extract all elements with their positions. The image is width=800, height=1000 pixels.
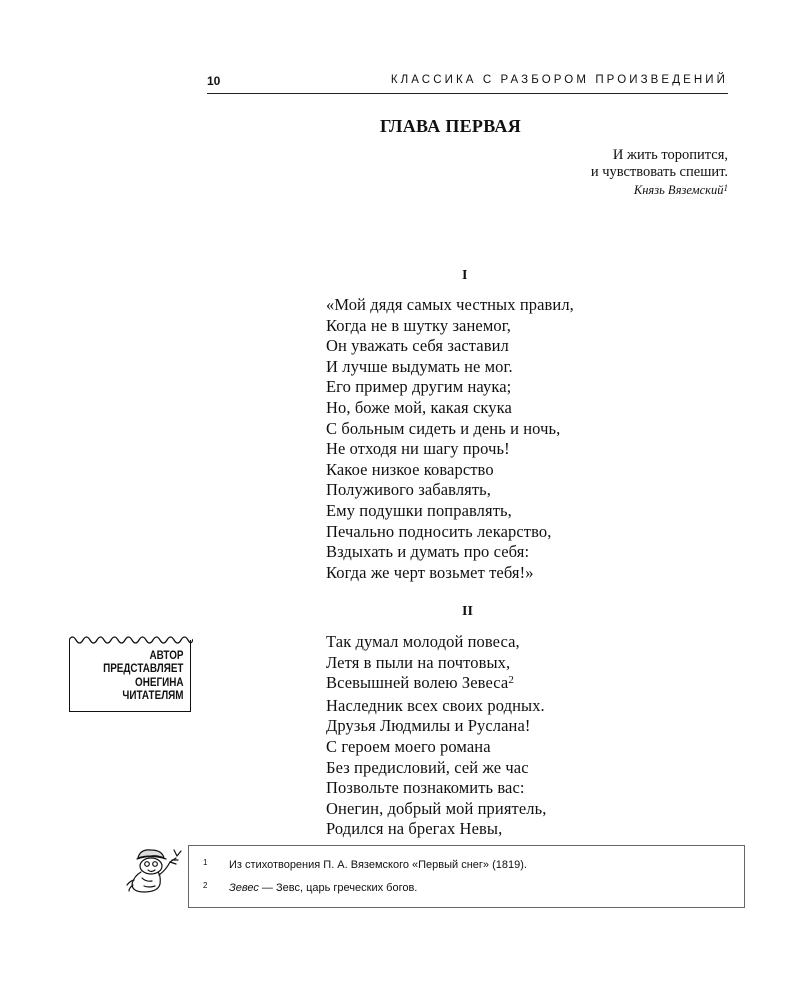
footnote-mark: 1: [203, 858, 208, 867]
verse-line: Без предисловий, сей же час: [326, 757, 529, 777]
verse-line: Родился на брегах Невы,: [326, 819, 503, 839]
verse-line: Но, боже мой, какая скука: [326, 397, 512, 417]
stanza: [326, 632, 546, 840]
footnote-mark: 2: [203, 881, 208, 890]
torn-edge-decoration: [69, 634, 193, 644]
stanza: [326, 295, 574, 583]
verse-line: Его пример другим наука;: [326, 377, 512, 397]
verse-line: Он уважать себя заставил: [326, 336, 509, 356]
margin-note-line: ПРЕДСТАВЛЯЕТ: [102, 663, 183, 676]
footnote-item: [203, 881, 417, 894]
verse-line: Полуживого забавлять,: [326, 480, 492, 500]
verse-line: Когда не в шутку занемог,: [326, 315, 511, 335]
footnote-term: Зевес: [229, 882, 259, 894]
verse-line: Летя в пыли на почтовых,: [326, 652, 511, 672]
verse-line: Вздыхать и думать про себя:: [326, 542, 530, 562]
verse-line: Позвольте познакомить вас:: [326, 778, 525, 798]
verse-line: И лучше выдумать не мог.: [326, 356, 513, 376]
running-header: [207, 74, 728, 94]
verse-line: Друзья Людмилы и Руслана!: [326, 716, 531, 736]
book-series-title: КЛАССИКА С РАЗБОРОМ ПРОИЗВЕДЕНИЙ: [390, 74, 728, 86]
verse-line: Не отходя ни шагу прочь!: [326, 439, 510, 459]
epigraph-author-name: Князь Вяземский: [633, 183, 724, 197]
footnote-ref: 2: [508, 674, 514, 687]
mascot-illustration: [124, 844, 184, 896]
verse-line: С больным сидеть и день и ночь,: [326, 418, 561, 438]
page-number: 10: [207, 74, 221, 88]
verse-line: С героем моего романа: [326, 736, 491, 756]
verse-line: Так думал молодой повеса,: [326, 632, 520, 651]
verse-line-text: Всевышней волею Зевеса: [326, 673, 509, 693]
verse-line: Онегин, добрый мой приятель,: [326, 798, 547, 818]
verse-line: Наследник всех своих родных.: [326, 695, 545, 715]
margin-note: [69, 640, 191, 712]
epigraph-line: и чувствовать спешит.: [590, 164, 728, 180]
footnote-ref: 1: [723, 183, 728, 193]
chapter-title: ГЛАВА ПЕРВАЯ: [380, 116, 521, 136]
footnote-text: Из стихотворения П. А. Вяземского «Первый снег» (1819).: [229, 859, 527, 871]
footnotes-box: [188, 845, 745, 908]
verse-line: «Мой дядя самых честных правил,: [326, 295, 574, 314]
footnote-item: [203, 858, 527, 871]
verse-line: [326, 673, 546, 696]
verse-line: Какое низкое коварство: [326, 459, 494, 479]
verse-line: Ему подушки поправлять,: [326, 500, 512, 520]
margin-note-line: ЧИТАТЕЛЯМ: [121, 690, 183, 703]
epigraph: [591, 147, 728, 200]
footnote-text: — Зевс, царь греческих богов.: [258, 882, 418, 894]
stanza-number: II: [462, 604, 473, 619]
stanza-number: I: [462, 268, 468, 283]
verse-line: Печально подносить лекарство,: [326, 521, 552, 541]
margin-note-line: ОНЕГИНА: [134, 676, 183, 689]
epigraph-author: [591, 182, 728, 200]
verse-line: Когда же черт возьмет тебя!»: [326, 562, 534, 582]
epigraph-line: И жить торопится,: [612, 147, 728, 163]
margin-note-line: АВТОР: [149, 650, 183, 662]
